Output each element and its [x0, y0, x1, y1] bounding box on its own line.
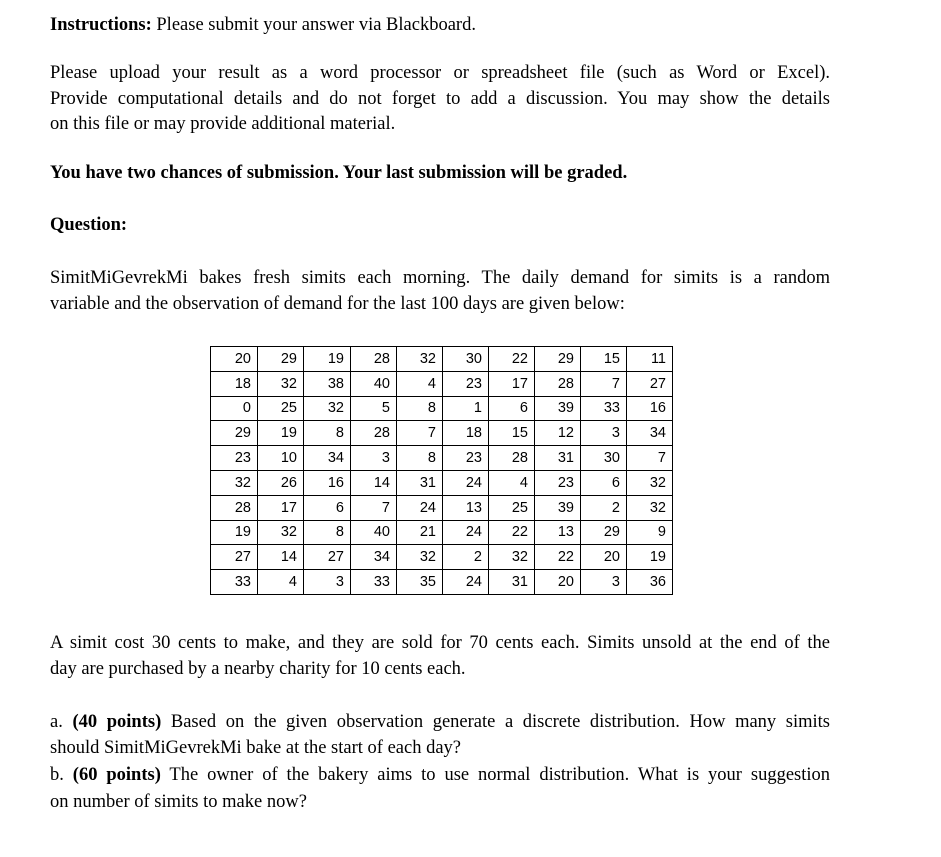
table-cell: 31: [397, 470, 443, 495]
table-cell: 28: [351, 421, 397, 446]
table-cell: 1: [443, 396, 489, 421]
table-cell: 22: [489, 520, 535, 545]
table-cell: 8: [304, 520, 351, 545]
demand-table-body: [211, 347, 673, 595]
part-a-text: Based on the given observation generate a discrete distribution. How many simits: [161, 712, 831, 732]
part-b-points: (60 points): [72, 765, 161, 785]
table-cell: 31: [489, 570, 535, 595]
table-cell: 10: [258, 446, 304, 471]
submission-note-text: You have two chances of submission. Your last submission will be graded.: [50, 163, 628, 183]
table-row: [211, 421, 673, 446]
table-cell: 33: [581, 396, 627, 421]
table-cell: 6: [304, 495, 351, 520]
table-cell: 32: [627, 495, 673, 520]
table-cell: 4: [397, 371, 443, 396]
table-row: [211, 570, 673, 595]
table-cell: 40: [351, 371, 397, 396]
table-cell: 39: [535, 495, 581, 520]
table-cell: 2: [443, 545, 489, 570]
table-cell: 21: [397, 520, 443, 545]
table-cell: 33: [351, 570, 397, 595]
table-cell: 25: [258, 396, 304, 421]
table-row: [211, 371, 673, 396]
table-cell: 29: [581, 520, 627, 545]
demand-table: [210, 346, 673, 595]
table-cell: 22: [535, 545, 581, 570]
question-heading: [50, 212, 830, 238]
table-cell: 7: [397, 421, 443, 446]
table-cell: 14: [351, 470, 397, 495]
table-cell: 20: [581, 545, 627, 570]
part-b-line-1: [50, 762, 830, 788]
table-cell: 5: [351, 396, 397, 421]
table-cell: 6: [489, 396, 535, 421]
table-cell: 39: [535, 396, 581, 421]
table-cell: 23: [443, 371, 489, 396]
table-cell: 24: [443, 470, 489, 495]
table-cell: 30: [443, 347, 489, 372]
upload-paragraph-line-1: Please upload your result as a word processor or spreadsheet file (such as Word or Excel).: [50, 63, 830, 83]
table-cell: 32: [211, 470, 258, 495]
part-a-line-2: should SimitMiGevrekMi bake at the start of each day?: [50, 738, 462, 758]
table-cell: 7: [581, 371, 627, 396]
submission-note: [50, 160, 830, 186]
table-cell: 19: [211, 520, 258, 545]
table-cell: 27: [304, 545, 351, 570]
table-row: [211, 347, 673, 372]
table-cell: 19: [627, 545, 673, 570]
table-cell: 14: [258, 545, 304, 570]
table-cell: 12: [535, 421, 581, 446]
table-cell: 3: [351, 446, 397, 471]
part-a-points: (40 points): [72, 712, 162, 732]
table-cell: 26: [258, 470, 304, 495]
upload-paragraph-line-2: Provide computational details and do not forget to add a discussion. You may show the details: [50, 89, 830, 109]
table-cell: 8: [304, 421, 351, 446]
table-row: [211, 520, 673, 545]
table-cell: 32: [627, 470, 673, 495]
table-cell: 36: [627, 570, 673, 595]
table-cell: 29: [211, 421, 258, 446]
table-cell: 3: [581, 570, 627, 595]
instructions-line: [50, 12, 830, 38]
table-cell: 7: [627, 446, 673, 471]
table-cell: 19: [258, 421, 304, 446]
table-cell: 3: [304, 570, 351, 595]
table-cell: 8: [397, 446, 443, 471]
question-heading-text: Question:: [50, 215, 128, 235]
instructions-label: Instructions:: [50, 15, 152, 35]
table-cell: 27: [627, 371, 673, 396]
part-b-line-2: on number of simits to make now?: [50, 792, 307, 812]
table-cell: 6: [581, 470, 627, 495]
table-row: [211, 446, 673, 471]
table-cell: 2: [581, 495, 627, 520]
table-cell: 28: [351, 347, 397, 372]
part-b-text: The owner of the bakery aims to use normal distribution. What is your suggestion: [160, 765, 831, 785]
table-row: [211, 396, 673, 421]
table-cell: 32: [397, 347, 443, 372]
table-cell: 18: [443, 421, 489, 446]
table-row: [211, 545, 673, 570]
table-cell: 17: [489, 371, 535, 396]
table-cell: 34: [351, 545, 397, 570]
table-cell: 24: [443, 570, 489, 595]
table-cell: 20: [211, 347, 258, 372]
instructions-text: Please submit your answer via Blackboard.: [151, 15, 476, 35]
table-cell: 40: [351, 520, 397, 545]
table-cell: 23: [211, 446, 258, 471]
table-cell: 15: [581, 347, 627, 372]
table-cell: 16: [627, 396, 673, 421]
table-cell: 8: [397, 396, 443, 421]
part-a-prefix: a.: [50, 712, 73, 732]
table-cell: 25: [489, 495, 535, 520]
table-cell: 4: [258, 570, 304, 595]
table-cell: 13: [535, 520, 581, 545]
table-cell: 16: [304, 470, 351, 495]
table-cell: 20: [535, 570, 581, 595]
table-cell: 32: [304, 396, 351, 421]
table-cell: 29: [535, 347, 581, 372]
table-cell: 24: [443, 520, 489, 545]
table-cell: 9: [627, 520, 673, 545]
intro-paragraph-line-2: variable and the observation of demand for the last 100 days are given below:: [50, 294, 625, 314]
table-cell: 23: [443, 446, 489, 471]
table-cell: 30: [581, 446, 627, 471]
table-cell: 32: [258, 520, 304, 545]
table-row: [211, 495, 673, 520]
table-cell: 28: [211, 495, 258, 520]
table-cell: 3: [581, 421, 627, 446]
table-cell: 23: [535, 470, 581, 495]
table-cell: 34: [304, 446, 351, 471]
table-cell: 32: [397, 545, 443, 570]
table-row: [211, 470, 673, 495]
part-b-prefix: b.: [50, 765, 73, 785]
table-cell: 13: [443, 495, 489, 520]
table-cell: 38: [304, 371, 351, 396]
upload-paragraph-line-3: on this file or may provide additional material.: [50, 114, 396, 134]
table-cell: 31: [535, 446, 581, 471]
intro-paragraph-line-1: SimitMiGevrekMi bakes fresh simits each morning. The daily demand for simits is a random: [50, 268, 830, 288]
table-cell: 17: [258, 495, 304, 520]
table-cell: 32: [258, 371, 304, 396]
table-cell: 18: [211, 371, 258, 396]
table-cell: 32: [489, 545, 535, 570]
table-cell: 22: [489, 347, 535, 372]
table-cell: 33: [211, 570, 258, 595]
table-cell: 28: [489, 446, 535, 471]
cost-paragraph-line-1: A simit cost 30 cents to make, and they are sold for 70 cents each. Simits unsold at the end of the: [50, 633, 830, 653]
table-cell: 35: [397, 570, 443, 595]
table-cell: 27: [211, 545, 258, 570]
part-a-line-1: [50, 709, 830, 735]
table-cell: 0: [211, 396, 258, 421]
table-cell: 15: [489, 421, 535, 446]
table-cell: 11: [627, 347, 673, 372]
table-cell: 4: [489, 470, 535, 495]
table-cell: 29: [258, 347, 304, 372]
table-cell: 28: [535, 371, 581, 396]
table-cell: 7: [351, 495, 397, 520]
table-cell: 34: [627, 421, 673, 446]
cost-paragraph-line-2: day are purchased by a nearby charity for 10 cents each.: [50, 659, 466, 679]
table-cell: 19: [304, 347, 351, 372]
table-cell: 24: [397, 495, 443, 520]
